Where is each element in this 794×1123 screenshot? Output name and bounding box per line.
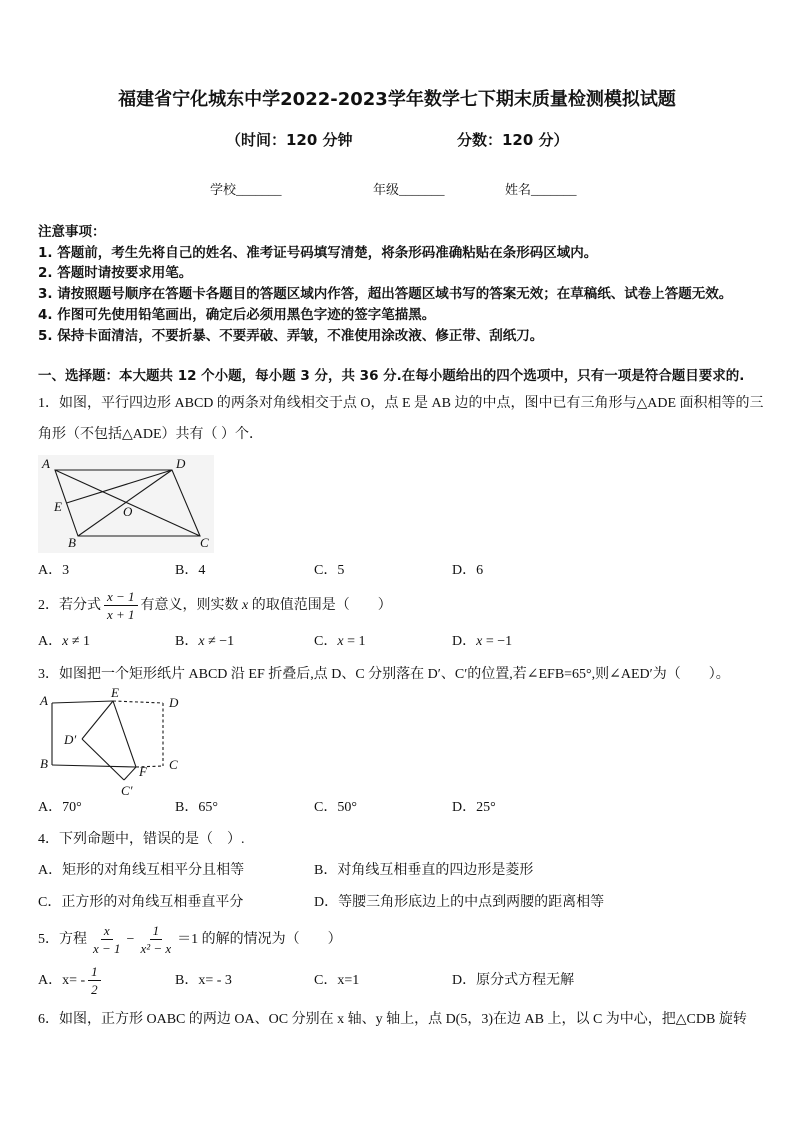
label-c: C — [200, 535, 209, 550]
label-a: A — [42, 456, 50, 471]
edge-ed-dashed — [113, 701, 163, 703]
fold-d-prime-c-prime — [82, 739, 124, 780]
q5-option-a-numerator: 1 — [88, 964, 101, 981]
q1-parallelogram-figure — [38, 455, 214, 553]
notice-heading: 注意事项： — [38, 224, 106, 240]
name-field: 姓名_______ — [505, 182, 577, 197]
notice-item: 5. 保持卡面清洁，不要折暴、不要弄破、弄皱，不准使用涂改液、修正带、刮纸刀。 — [38, 328, 544, 344]
label-d: D — [176, 456, 186, 471]
q1-option-a: A．3 — [38, 563, 70, 578]
q4-option-d: D．等腰三角形底边上的中点到两腰的距离相等 — [314, 895, 605, 910]
q2-option-c — [314, 632, 365, 652]
label-d-prime: D′ — [64, 732, 77, 747]
label-e: E — [111, 688, 119, 700]
q3-option-d: D．25° — [452, 800, 496, 815]
option-label: B． — [175, 634, 199, 649]
label-b: B — [40, 756, 48, 771]
q4-option-a: A．矩形的对角线互相平分且相等 — [38, 863, 245, 878]
q3-option-a: A．70° — [38, 800, 82, 815]
q5-fraction-2-numerator: 1 — [150, 923, 163, 940]
q1-stem-line1: 1．如图，平行四边形 ABCD 的两条对角线相交于点 O，点 E 是 AB 边的中点，图中已有三角形与△ADE 面积相等的三 — [38, 396, 764, 411]
option-label: C． — [314, 634, 338, 649]
q3-folded-rectangle-figure — [38, 688, 183, 800]
section-heading: 一、选择题：本大题共 12 个小题，每小题 3 分，共 36 分.在每小题给出的四个选项中，只有一项是符合题目要求的. — [38, 368, 745, 384]
q5-option-b: B．x= - 3 — [175, 973, 232, 988]
q5-option-a-text: A．x= - — [38, 973, 86, 988]
option-relation: ≠ −1 — [208, 634, 235, 649]
label-c-prime: C′ — [121, 783, 133, 798]
q2-option-d — [452, 632, 512, 652]
q5-stem — [38, 922, 342, 958]
q5-fraction-1-numerator: x — [101, 923, 113, 940]
label-f: F — [139, 764, 147, 779]
q1-option-c: C．5 — [314, 563, 345, 578]
fold-line-ef — [113, 701, 136, 767]
option-relation: = 1 — [347, 634, 366, 649]
q2-option-b — [175, 632, 234, 652]
q5-fraction-1-denominator: x − 1 — [93, 941, 121, 957]
grade-field: 年级_______ — [373, 182, 445, 197]
q2-middle: 有意义，则实数 — [140, 598, 239, 613]
label-e: E — [54, 499, 62, 514]
q2-variable: x — [242, 598, 249, 613]
option-relation: = −1 — [485, 634, 513, 649]
fold-ed-prime — [82, 701, 113, 739]
q1-option-d: D．6 — [452, 563, 484, 578]
q3-option-c: C．50° — [314, 800, 357, 815]
notice-item: 4. 作图可先使用铅笔画出，确定后必须用黑色字迹的签字笔描黑。 — [38, 307, 436, 323]
time-info: （时间：120 分钟 — [226, 131, 353, 149]
q4-stem: 4．下列命题中，错误的是（ ）. — [38, 832, 245, 847]
q2-suffix: 的取值范围是（ ） — [251, 598, 392, 613]
q2-numerator: x − 1 — [104, 589, 138, 606]
fold-c-prime-f — [124, 767, 136, 780]
q5-fraction-2 — [137, 923, 174, 956]
q6-stem: 6．如图，正方形 OABC 的两边 OA、OC 分别在 x 轴、y 轴上，点 D(5，3)在边 AB 上，以 C 为中心，把△CDB 旋转 — [38, 1012, 747, 1027]
q2-stem — [38, 588, 392, 624]
q5-operator: − — [126, 932, 135, 947]
label-a: A — [40, 693, 48, 708]
q3-stem: 3．如图把一个矩形纸片 ABCD 沿 EF 折叠后,点 D、C 分别落在 D′、C′的位置,若∠EFB=65°,则∠AED′为（ ）。 — [38, 667, 730, 682]
label-d: D — [169, 695, 179, 710]
q5-option-a-fraction — [88, 964, 101, 997]
edge-ae — [52, 701, 113, 703]
notice-item: 1. 答题前，考生先将自己的姓名、准考证号码填写清楚，将条形码准确粘贴在条形码区域内。 — [38, 245, 598, 261]
score-info: 分数：120 分） — [457, 131, 569, 149]
q1-stem-line2: 角形（不包括△ADE）共有（ ）个． — [38, 427, 264, 442]
label-c: C — [169, 757, 178, 772]
label-b: B — [68, 535, 76, 550]
option-label: A． — [38, 634, 63, 649]
option-variable: x — [198, 634, 205, 649]
q5-option-c: C．x=1 — [314, 973, 360, 988]
option-label: D． — [452, 634, 477, 649]
option-variable: x — [62, 634, 69, 649]
q2-fraction — [104, 589, 138, 622]
notice-item: 3. 请按照题号顺序在答题卡各题目的答题区域内作答，超出答题区域书写的答案无效；在草稿纸、试卷上答题无效。 — [38, 286, 733, 302]
school-field: 学校_______ — [210, 182, 282, 197]
option-variable: x — [476, 634, 483, 649]
q5-fraction-1 — [90, 923, 124, 956]
option-relation: ≠ 1 — [71, 634, 91, 649]
option-variable: x — [337, 634, 344, 649]
q2-prefix: 2．若分式 — [38, 598, 101, 613]
q5-option-a — [38, 963, 104, 999]
q5-prefix: 5．方程 — [38, 932, 87, 947]
q1-option-b: B．4 — [175, 563, 206, 578]
q5-suffix: ＝1 的解的情况为（ ） — [177, 932, 342, 947]
notice-item: 2. 答题时请按要求用笔。 — [38, 265, 193, 281]
q5-option-d: D．原分式方程无解 — [452, 973, 575, 988]
q4-option-b: B．对角线互相垂直的四边形是菱形 — [314, 863, 534, 878]
edge-bf — [52, 765, 136, 767]
q2-denominator: x + 1 — [107, 607, 135, 623]
q5-fraction-2-denominator: x² − x — [140, 941, 172, 957]
q5-option-a-denominator: 2 — [91, 982, 98, 998]
q2-option-a — [38, 632, 90, 652]
q3-option-b: B．65° — [175, 800, 218, 815]
q4-option-c: C．正方形的对角线互相垂直平分 — [38, 895, 244, 910]
exam-title: 福建省宁化城东中学2022-2023学年数学七下期末质量检测模拟试题 — [118, 89, 676, 110]
label-o: O — [123, 504, 133, 519]
